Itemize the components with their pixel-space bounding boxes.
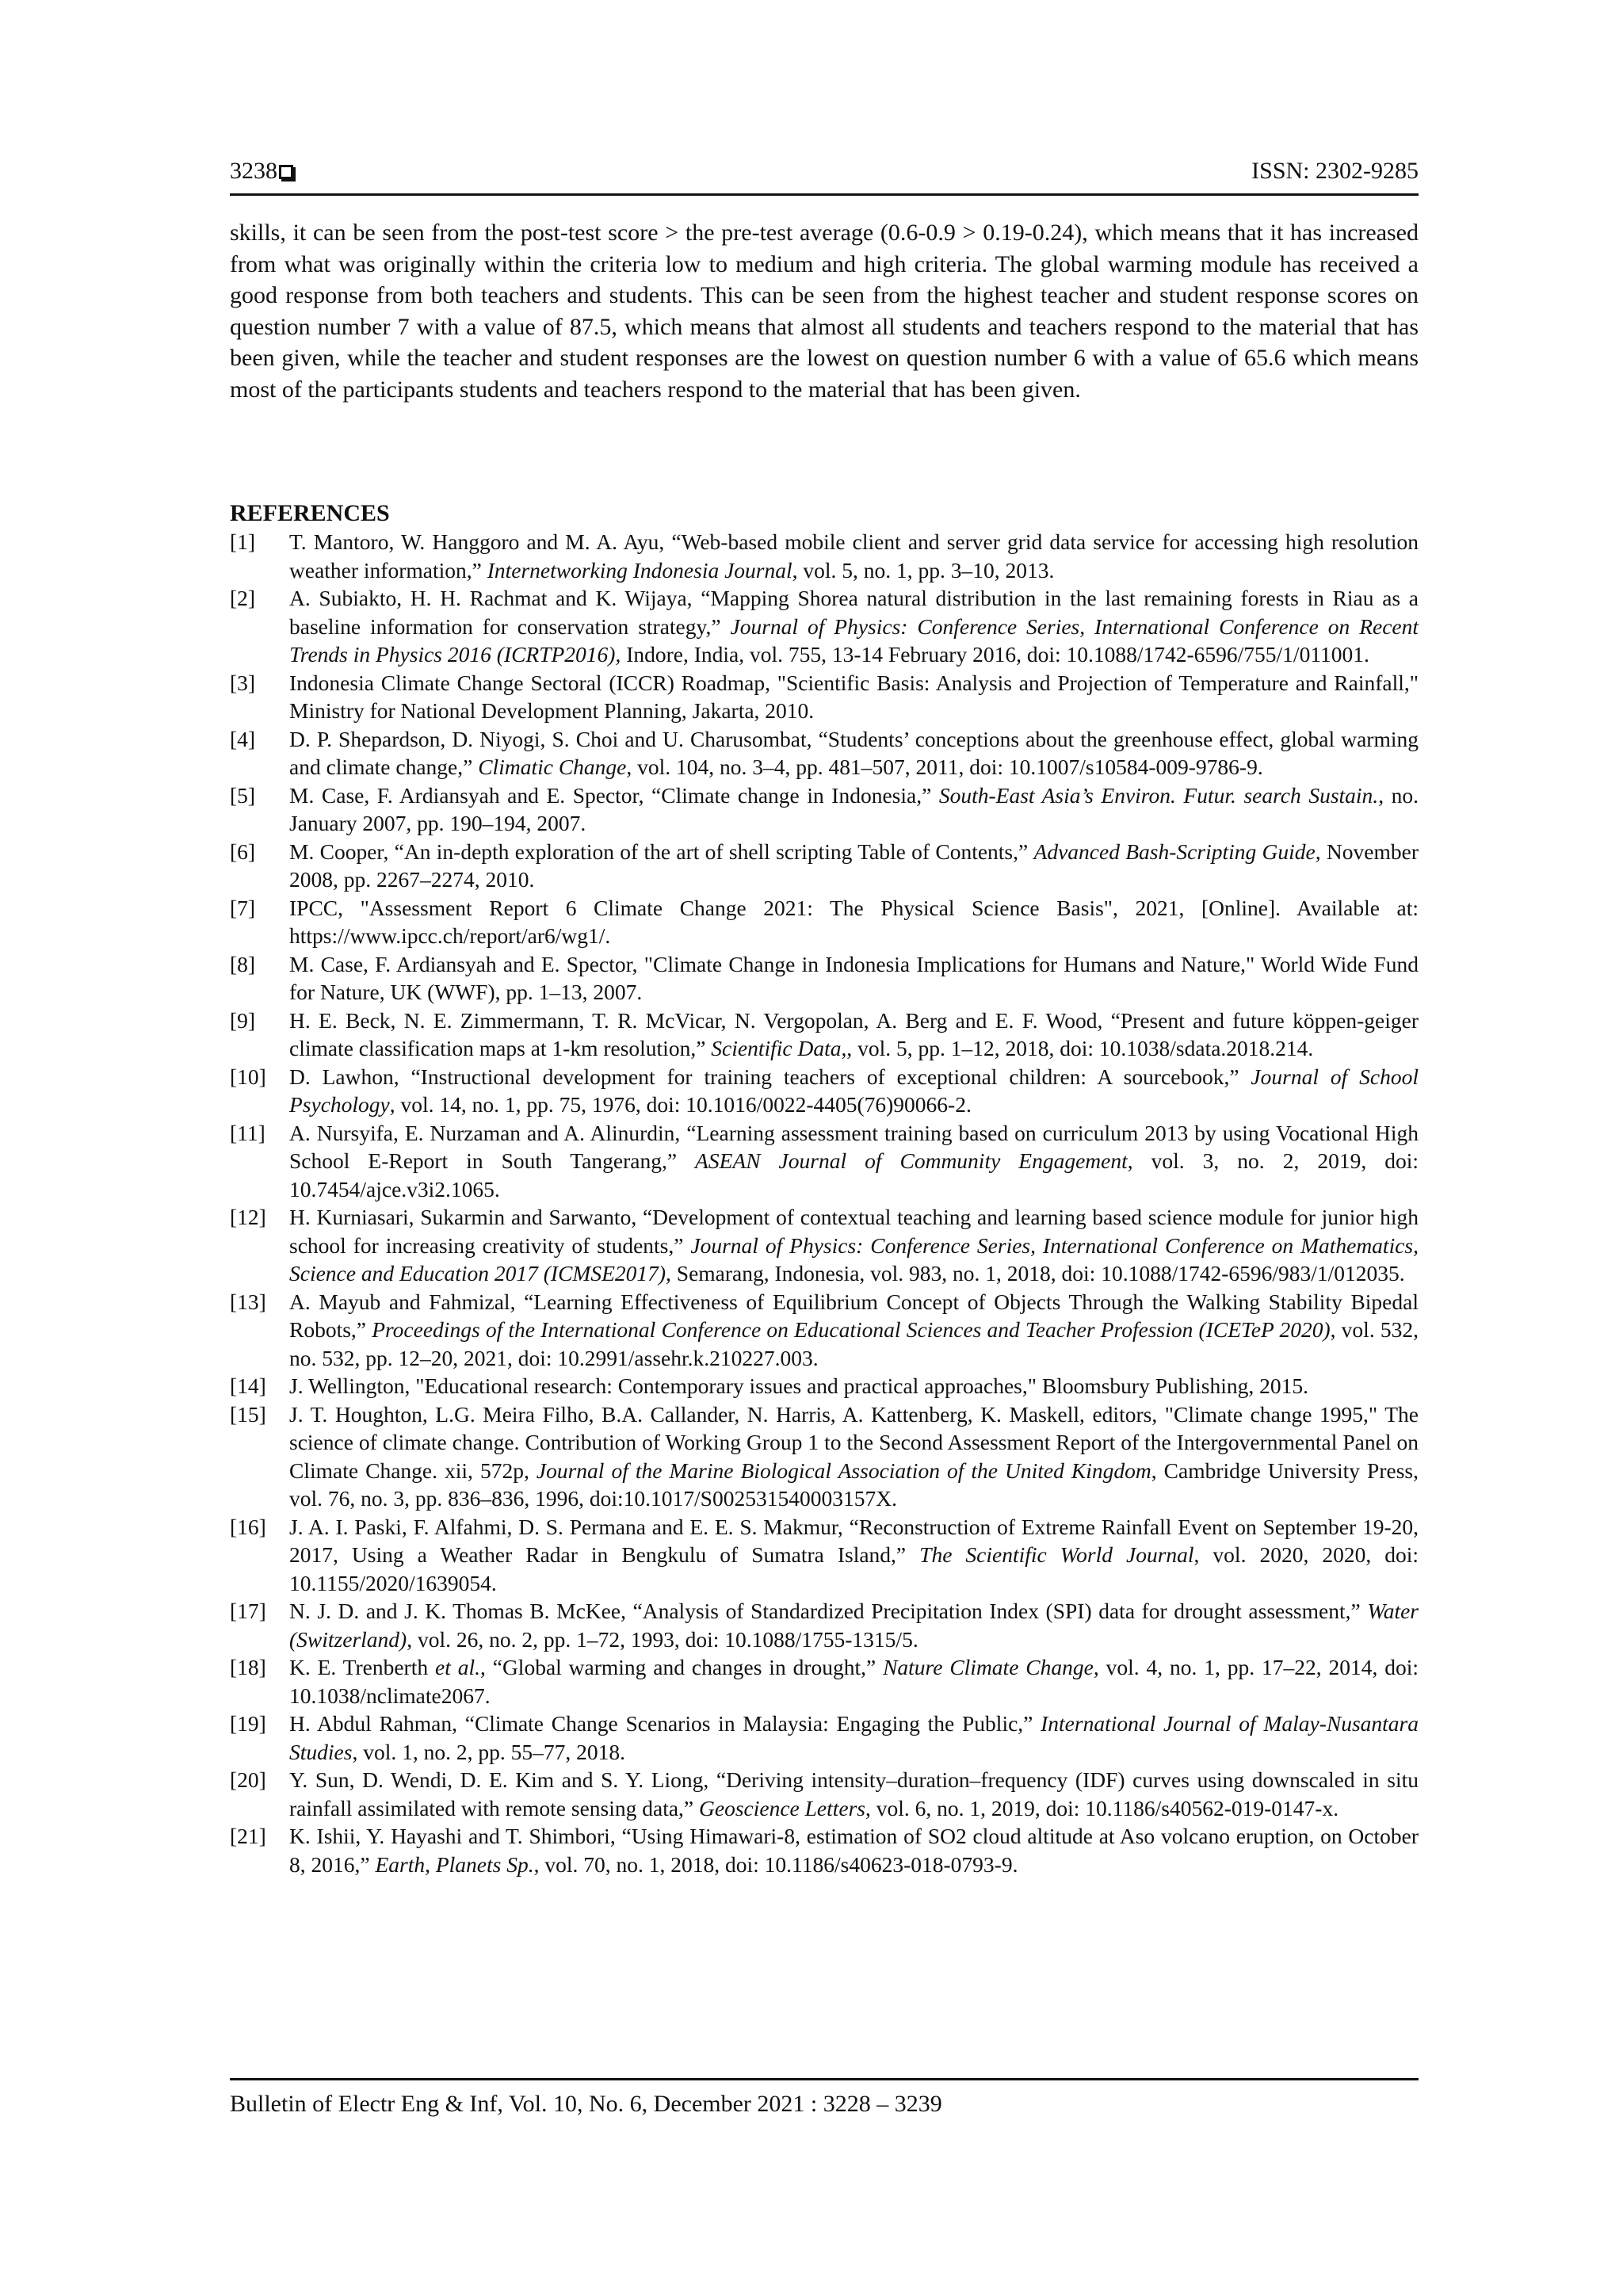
reference-text [289, 1597, 1419, 1653]
reference-segment: , vol. 6, no. 1, 2019, doi: 10.1186/s40562-019-0147-x. [865, 1795, 1339, 1820]
reference-segment: , vol. 104, no. 3–4, pp. 481–507, 2011, doi: 10.1007/s10584-009-9786-9. [626, 755, 1263, 779]
reference-segment: , vol. 14, no. 1, pp. 75, 1976, doi: 10.1016/0022-4405(76)90066-2. [389, 1092, 972, 1117]
reference-text [289, 1288, 1419, 1373]
reference-segment: N. J. D. and J. K. Thomas B. McKee, “Analysis of Standardized Precipitation Index (SPI) data for drought assessment,” [289, 1599, 1368, 1623]
reference-segment: , vol. 1, no. 2, pp. 55–77, 2018. [352, 1739, 625, 1764]
reference-segment: , Cambridge University Press, vol. 76, no. 3, pp. 836–836, 1996, doi:10.1017/S002531540003157X. [289, 1457, 1419, 1511]
reference-number: [21] [230, 1824, 266, 1848]
reference-segment: M. Case, F. Ardiansyah and E. Spector, “Climate change in Indonesia,” [289, 782, 939, 808]
reference-number: [12] [230, 1205, 266, 1229]
reference-segment: Indonesia Climate Change Sectoral (ICCR) Roadmap, "Scientific Basis: Analysis and Projection of Temperature and Rainfall," Ministry for National Development Planning, Jakarta, 2010. [289, 670, 1419, 723]
reference-item [230, 1400, 1419, 1513]
reference-text [289, 725, 1419, 781]
reference-item [230, 1513, 1419, 1598]
reference-number: [13] [230, 1289, 266, 1314]
reference-item [230, 1372, 1419, 1400]
reference-item [230, 781, 1419, 838]
reference-number: [5] [230, 782, 256, 808]
reference-source: Geoscience Letters [699, 1795, 865, 1820]
reference-text [289, 1119, 1419, 1204]
reference-source: Nature Climate Change [883, 1655, 1094, 1679]
reference-number: [14] [230, 1373, 266, 1398]
page-box-icon [279, 165, 293, 179]
reference-text [289, 1766, 1419, 1822]
reference-source: The Scientific World Journal [919, 1542, 1194, 1567]
reference-segment: J. T. Houghton, L.G. Meira Filho, B.A. Callander, N. Harris, A. Kattenberg, K. Maskell, editors, "Climate change 1995," The science of climate change. Contribution of Working Group 1 to the Second Assessment Report of the Intergovernmental Panel on Climate Change. xii, 572p, [289, 1401, 1419, 1483]
reference-source: South-East Asia’s Environ. Futur. search Sustain. [938, 782, 1379, 808]
reference-item [230, 1710, 1419, 1766]
reference-item [230, 1822, 1419, 1878]
reference-source: Journal of School Psychology [289, 1064, 1419, 1117]
reference-text [289, 1400, 1419, 1513]
reference-item [230, 1203, 1419, 1288]
page-header [230, 155, 1419, 196]
reference-source: Proceedings of the International Conference on Educational Sciences and Teacher Profession (ICETeP 2020) [372, 1317, 1331, 1342]
reference-source: Advanced Bash-Scripting Guide, [1033, 839, 1321, 864]
reference-item [230, 1007, 1419, 1063]
reference-segment: H. Abdul Rahman, “Climate Change Scenarios in Malaysia: Engaging the Public,” [289, 1711, 1041, 1736]
reference-segment: , no. January 2007, pp. 190–194, 2007. [289, 782, 1419, 835]
reference-number: [20] [230, 1767, 266, 1792]
reference-item [230, 725, 1419, 781]
reference-number: [16] [230, 1514, 266, 1539]
reference-segment: Semarang, Indonesia, vol. 983, no. 1, 2018, doi: 10.1088/1742-6596/983/1/012035. [670, 1261, 1405, 1286]
reference-number: [4] [230, 726, 256, 751]
reference-text [289, 894, 1419, 950]
reference-number: [2] [230, 586, 256, 610]
reference-item [230, 584, 1419, 669]
reference-item [230, 1063, 1419, 1119]
reference-number: [6] [230, 839, 256, 864]
reference-text [289, 1372, 1419, 1400]
reference-item [230, 1653, 1419, 1710]
reference-segment: A. Nursyifa, E. Nurzaman and A. Alinurdin, “Learning assessment training based on curriculum 2013 by using Vocational High School E-Report in South Tangerang,” [289, 1120, 1419, 1173]
reference-segment: J. A. I. Paski, F. Alfahmi, D. S. Permana and E. E. S. Makmur, “Reconstruction of Extreme Rainfall Event on September 19-20, 2017, Using a Weather Radar in Bengkulu of Sumatra Island,” [289, 1514, 1419, 1567]
reference-segment: , vol. 2020, 2020, doi: 10.1155/2020/1639054. [289, 1542, 1419, 1595]
reference-source: ASEAN Journal of Community Engagement [695, 1148, 1128, 1173]
reference-text [289, 950, 1419, 1007]
reference-source: Climatic Change [478, 755, 627, 779]
reference-segment: , vol. 5, no. 1, pp. 3–10, 2013. [792, 557, 1055, 583]
reference-segment: D. P. Shepardson, D. Niyogi, S. Choi and U. Charusombat, “Students’ conceptions about the greenhouse effect, global warming and climate change,” [289, 726, 1419, 779]
reference-source: Scientific Data [711, 1036, 842, 1060]
reference-number: [15] [230, 1401, 266, 1427]
reference-number: [3] [230, 670, 256, 695]
reference-item [230, 1288, 1419, 1373]
reference-text [289, 1653, 1419, 1710]
reference-segment: A. Mayub and Fahmizal, “Learning Effectiveness of Equilibrium Concept of Objects Through the Walking Stability Bipedal Robots,” [289, 1289, 1419, 1342]
reference-item [230, 1766, 1419, 1822]
reference-number: [7] [230, 895, 256, 920]
reference-number: [17] [230, 1599, 266, 1623]
reference-segment: K. E. Trenberth [289, 1655, 435, 1679]
reference-item [230, 838, 1419, 894]
reference-source: Earth, Planets Sp. [375, 1851, 534, 1877]
reference-number: [10] [230, 1064, 266, 1089]
reference-source: International Journal of Malay-Nusantara Studies [289, 1711, 1419, 1764]
reference-segment: November 2008, pp. 2267–2274, 2010. [289, 839, 1419, 892]
reference-text [289, 669, 1419, 725]
reference-segment: A. Subiakto, H. H. Rachmat and K. Wijaya, “Mapping Shorea natural distribution in the last remaining forests in Riau as a baseline information for conservation strategy,” [289, 586, 1419, 639]
reference-text [289, 1063, 1419, 1119]
reference-segment: D. Lawhon, “Instructional development for training teachers of exceptional children: A sourcebook,” [289, 1064, 1251, 1089]
reference-number: [8] [230, 951, 256, 976]
page-number: 3238 [230, 155, 293, 187]
reference-source: Journal of the Marine Biological Association of the United Kingdom [536, 1457, 1151, 1483]
reference-segment: K. Ishii, Y. Hayashi and T. Shimbori, “Using Himawari-8, estimation of SO2 cloud altitude at Aso volcano eruption, on October 8, 2016,” [289, 1824, 1419, 1877]
reference-number: [9] [230, 1007, 256, 1033]
reference-item [230, 1119, 1419, 1204]
reference-number: [19] [230, 1711, 266, 1736]
reference-text [289, 1513, 1419, 1598]
reference-source: Water (Switzerland) [289, 1599, 1419, 1652]
reference-segment: M. Cooper, “An in-depth exploration of the art of shell scripting Table of Contents,” [289, 839, 1034, 864]
page-footer [230, 2078, 1419, 2120]
reference-text [289, 1007, 1419, 1063]
reference-text [289, 1822, 1419, 1878]
body-paragraph: skills, it can be seen from the post-test score > the pre-test average (0.6-0.9 > 0.19-0.24), which means that it has increased from what was originally within the criteria low to medium and high criteria. The global warming module has received a good response from both teachers and students. This can be seen from the highest teacher and student response scores on question number 7 with a value of 87.5, which means that almost all students and teachers respond to the material that has been given, while the teacher and student responses are the lowest on question number 6 with a value of 65.6 which means most of the participants students and teachers respond to the material that has been given. [230, 220, 1419, 403]
reference-segment: , vol. 532, no. 532, pp. 12–20, 2021, doi: 10.2991/assehr.k.210227.003. [289, 1317, 1419, 1370]
reference-segment: , “Global warming and changes in drought,” [479, 1655, 884, 1679]
reference-number: [11] [230, 1120, 265, 1145]
reference-segment: J. Wellington, "Educational research: Contemporary issues and practical approaches," Bloomsbury Publishing, 2015. [289, 1373, 1308, 1398]
reference-segment: , vol. 26, no. 2, pp. 1–72, 1993, doi: 10.1088/1755-1315/5. [407, 1626, 918, 1652]
reference-segment: , vol. 4, no. 1, pp. 17–22, 2014, doi: 10.1038/nclimate2067. [289, 1655, 1419, 1708]
reference-number: [18] [230, 1655, 266, 1679]
reference-text [289, 528, 1419, 584]
reference-segment: , vol. 3, no. 2, 2019, doi: 10.7454/ajce.v3i2.1065. [289, 1148, 1419, 1201]
reference-item [230, 950, 1419, 1007]
reference-segment: T. Mantoro, W. Hanggoro and M. A. Ayu, “Web-based mobile client and server grid data service for accessing high resolution weather information,” [289, 529, 1419, 583]
reference-source: Internetworking Indonesia Journal [487, 557, 792, 583]
reference-segment: H. E. Beck, N. E. Zimmermann, T. R. McVicar, N. Vergopolan, A. Berg and E. F. Wood, “Present and future köppen-geiger climate classification maps at 1-km resolution,” [289, 1007, 1419, 1060]
reference-segment: , vol. 70, no. 1, 2018, doi: 10.1186/s40623-018-0793-9. [533, 1851, 1018, 1877]
reference-text [289, 1710, 1419, 1766]
reference-number: [1] [230, 529, 256, 554]
reference-text [289, 838, 1419, 894]
reference-segment: ,, vol. 5, pp. 1–12, 2018, doi: 10.1038/sdata.2018.214. [841, 1036, 1314, 1060]
issn-label: ISSN: 2302-9285 [1251, 158, 1419, 184]
reference-segment: IPCC, "Assessment Report 6 Climate Change 2021: The Physical Science Basis", 2021, [Online]. Available at: https://www.ipcc.ch/report/ar6/wg1/. [289, 895, 1419, 948]
reference-source: Journal of Physics: Conference Series, International Conference on Recent Trends in Physics 2016 (ICRTP2016), [289, 613, 1419, 667]
reference-segment: Indore, India, vol. 755, 13-14 February 2016, doi: 10.1088/1742-6596/755/1/011001. [621, 642, 1369, 667]
reference-segment: H. Kurniasari, Sukarmin and Sarwanto, “Development of contextual teaching and learning based science module for junior high school for increasing creativity of students,” [289, 1205, 1419, 1258]
reference-segment: M. Case, F. Ardiansyah and E. Spector, "Climate Change in Indonesia Implications for Humans and Nature," World Wide Fund for Nature, UK (WWF), pp. 1–13, 2007. [289, 951, 1419, 1004]
reference-source: et al. [434, 1655, 480, 1679]
reference-segment: Y. Sun, D. Wendi, D. E. Kim and S. Y. Liong, “Deriving intensity–duration–frequency (IDF) curves using downscaled in situ rainfall assimilated with remote sensing data,” [289, 1767, 1419, 1820]
reference-item [230, 669, 1419, 725]
reference-item [230, 528, 1419, 584]
footer-citation: Bulletin of Electr Eng & Inf, Vol. 10, No. 6, December 2021 : 3228 – 3239 [230, 2091, 942, 2117]
reference-text [289, 1203, 1419, 1288]
reference-text [289, 781, 1419, 838]
references-list [230, 528, 1419, 1878]
reference-item [230, 1597, 1419, 1653]
references-heading: REFERENCES [230, 500, 390, 526]
reference-text [289, 584, 1419, 669]
reference-source: Journal of Physics: Conference Series, International Conference on Mathematics, Science and Education 2017 (ICMSE2017), [289, 1232, 1419, 1286]
reference-item [230, 894, 1419, 950]
